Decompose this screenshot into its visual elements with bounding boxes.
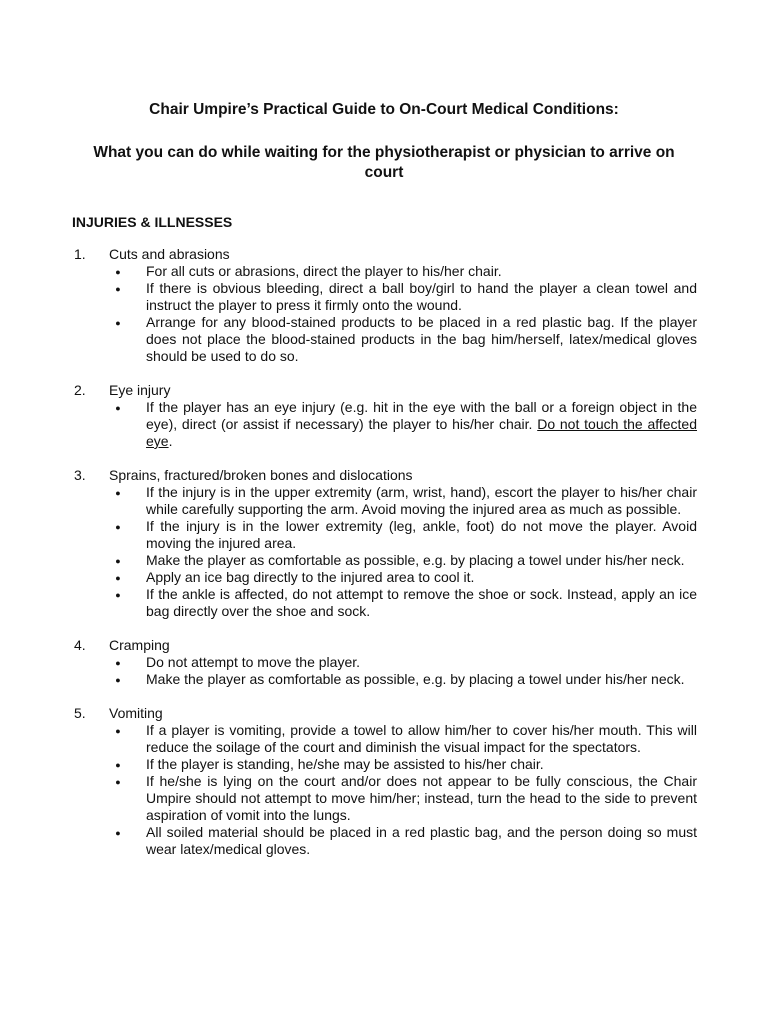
list-item-title: Vomiting — [109, 705, 163, 721]
bullet-icon: ● — [115, 675, 121, 685]
bullet-list — [72, 399, 697, 450]
list-item-heading — [72, 705, 697, 722]
bullet-emphasis: Do not touch the affected eye — [146, 416, 698, 449]
bullet-text: If he/she is lying on the court and/or does not appear to be fully conscious, the Chair Umpire should not attempt to move him/her; instead, turn the head to the side to prevent aspiration of vomit into the lungs. — [146, 773, 697, 823]
bullet-item — [72, 484, 697, 518]
bullet-text: If the ankle is affected, do not attempt to remove the shoe or sock. Instead, apply an ice bag directly over the shoe and sock. — [146, 586, 697, 619]
list-item-title: Cramping — [109, 637, 170, 653]
bullet-item — [72, 824, 697, 858]
bullet-text: Make the player as comfortable as possible, e.g. by placing a towel under his/her neck. — [146, 671, 685, 687]
bullet-icon: ● — [115, 590, 121, 600]
bullet-item — [72, 552, 697, 569]
bullet-text: If the player has an eye injury (e.g. hit in the eye with the ball or a foreign object in the eye), direct (or assist if necessary) the player to his/her chair. — [146, 399, 697, 432]
list-item-title: Eye injury — [109, 382, 171, 398]
list-item-number: 5. — [74, 705, 86, 721]
bullet-icon: ● — [115, 267, 121, 277]
bullet-text: If the injury is in the upper extremity (arm, wrist, hand), escort the player to his/her chair while carefully supporting the arm. Avoid moving the injured area as much as possible. — [146, 484, 697, 517]
bullet-text: Apply an ice bag directly to the injured area to cool it. — [146, 569, 475, 585]
bullet-item — [72, 773, 697, 824]
numbered-list — [72, 246, 697, 875]
bullet-item — [72, 654, 697, 671]
bullet-item — [72, 518, 697, 552]
bullet-tail: . — [168, 433, 173, 449]
list-item — [72, 382, 697, 450]
list-item — [72, 467, 697, 620]
bullet-icon: ● — [115, 760, 121, 770]
list-item-number: 2. — [74, 382, 86, 398]
list-item-number: 1. — [74, 246, 86, 262]
bullet-icon: ● — [115, 726, 121, 736]
bullet-icon: ● — [115, 488, 121, 498]
bullet-item — [72, 671, 697, 688]
bullet-icon: ● — [115, 284, 121, 294]
bullet-icon: ● — [115, 828, 121, 838]
bullet-list — [72, 722, 697, 858]
bullet-item — [72, 586, 697, 620]
bullet-list — [72, 654, 697, 688]
bullet-text: If there is obvious bleeding, direct a ball boy/girl to hand the player a clean towel and instruct the player to press it firmly onto the wound. — [146, 280, 697, 313]
bullet-item — [72, 280, 697, 314]
bullet-icon: ● — [115, 556, 121, 566]
bullet-item — [72, 756, 697, 773]
list-item-title: Sprains, fractured/broken bones and dislocations — [109, 467, 413, 483]
bullet-item — [72, 314, 697, 365]
bullet-item — [72, 722, 697, 756]
list-item — [72, 637, 697, 688]
bullet-list — [72, 484, 697, 620]
bullet-text: For all cuts or abrasions, direct the player to his/her chair. — [146, 263, 502, 279]
bullet-icon: ● — [115, 658, 121, 668]
list-item-heading — [72, 467, 697, 484]
bullet-icon: ● — [115, 777, 121, 787]
bullet-text: If the player is standing, he/she may be assisted to his/her chair. — [146, 756, 544, 772]
section-heading: INJURIES & ILLNESSES — [72, 214, 233, 230]
list-item-number: 4. — [74, 637, 86, 653]
bullet-list — [72, 263, 697, 365]
bullet-icon: ● — [115, 522, 121, 532]
bullet-icon: ● — [115, 318, 121, 328]
list-item-heading — [72, 382, 697, 399]
list-item-heading — [72, 637, 697, 654]
list-item-number: 3. — [74, 467, 86, 483]
bullet-text: If the injury is in the lower extremity (leg, ankle, foot) do not move the player. Avoid moving the injured area. — [146, 518, 697, 551]
bullet-item — [72, 263, 697, 280]
bullet-text: Arrange for any blood-stained products to be placed in a red plastic bag. If the player does not place the blood-stained products in the bag him/herself, latex/medical gloves should be used to do so. — [146, 314, 697, 364]
document-subtitle: What you can do while waiting for the physiotherapist or physician to arrive on court — [93, 144, 675, 181]
list-item — [72, 246, 697, 365]
list-item-heading — [72, 246, 697, 263]
bullet-text: Do not attempt to move the player. — [146, 654, 361, 670]
bullet-text: All soiled material should be placed in a red plastic bag, and the person doing so must wear latex/medical gloves. — [146, 824, 697, 857]
bullet-item — [72, 399, 697, 450]
bullet-icon: ● — [115, 573, 121, 583]
document-title: Chair Umpire’s Practical Guide to On-Court Medical Conditions: — [149, 101, 619, 118]
bullet-item — [72, 569, 697, 586]
list-item-title: Cuts and abrasions — [109, 246, 230, 262]
bullet-icon: ● — [115, 403, 121, 413]
list-item — [72, 705, 697, 858]
bullet-text: If a player is vomiting, provide a towel to allow him/her to cover his/her mouth. This will reduce the soilage of the court and diminish the visual impact for the spectators. — [146, 722, 697, 755]
bullet-text: Make the player as comfortable as possible, e.g. by placing a towel under his/her neck. — [146, 552, 685, 568]
